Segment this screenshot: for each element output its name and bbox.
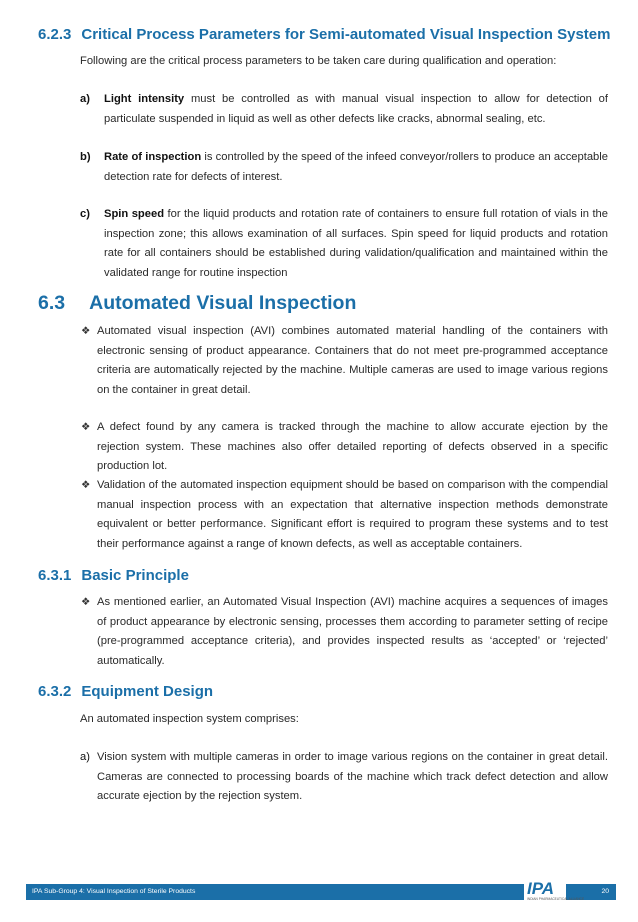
principle-bullet-1 [80,593,608,671]
item-keyword: Spin speed [104,208,165,220]
item-body [104,205,608,283]
diamond-bullet-icon: ❖ [81,596,91,608]
diamond-bullet-icon: ❖ [81,479,91,491]
section-6-3-heading [38,292,356,315]
diamond-bullet-icon: ❖ [81,325,91,337]
item-body [104,90,608,129]
bullet-text: A defect found by any camera is tracked through the machine to allow accurate ejection by the rejection system. These machines also offer detailed reporting of defects observed in a specific production lot. [97,421,608,472]
item-text: is controlled by the speed of the infeed conveyor/rollers to produce an acceptable detection rate for defects of interest. [104,151,608,183]
parameter-item-a [80,90,608,129]
logo-tagline: INDIAN PHARMACEUTICAL ALLIANCE [527,897,585,901]
section-title: Basic Principle [81,567,189,584]
section-6-3-1-heading [38,567,189,584]
diamond-bullet-icon: ❖ [81,421,91,433]
section-6-3-2-intro: An automated inspection system comprises: [80,713,299,725]
ipa-logo [524,878,585,904]
section-6-3-2-heading [38,683,213,700]
parameter-item-b [80,148,608,187]
item-text: must be controlled as with manual visual inspection to allow for detection of particulate suspended in liquid as well as other defects like cracks, abnormal sealing, etc. [104,93,608,125]
item-body [104,148,608,187]
avi-bullet-2 [80,418,608,477]
section-title: Automated Visual Inspection [89,292,357,314]
section-6-2-3-intro: Following are the critical process parameters to be taken care during qualification and operation: [80,55,557,67]
avi-bullet-1 [80,322,608,400]
item-marker: c) [80,208,90,220]
section-title: Critical Process Parameters for Semi-automated Visual Inspection System [81,26,611,43]
section-title: Equipment Design [81,683,214,700]
section-number: 6.3.1 [38,567,72,584]
bullet-text: As mentioned earlier, an Automated Visual Inspection (AVI) machine acquires a sequences of images of product appearance by electronic sensing, processes them according to parameter setting of recipe (pre-programmed acceptance criteria), and provides inspected results as ‘accepted’ or ‘rejected’ automatically. [97,596,608,667]
bullet-text: Automated visual inspection (AVI) combines automated material handling of the containers with electronic sensing of product appearance. Containers that do not meet pre-programmed acceptance criteria are automatically rejected by the machine. Multiple cameras are used to image various regions on the container in great detail. [97,325,608,396]
footer-text: IPA Sub-Group 4: Visual Inspection of Sterile Products [32,887,196,895]
item-text: for the liquid products and rotation rate of containers to ensure full rotation of vials in the inspection zone; this allows examination of all surfaces. Spin speed for liquid products and rotation rate for all containers should be established during validation/qualification and maintained within the validated range for routine inspection [104,208,608,279]
item-marker: b) [80,151,91,163]
item-text: Vision system with multiple cameras in order to image various regions on the container in great detail. Cameras are connected to processing boards of the machine which track defect detection and allow accurate ejection by the rejection system. [97,751,608,802]
section-number: 6.3 [38,292,66,314]
page-number: 20 [601,887,609,895]
section-6-2-3-heading [38,26,610,43]
section-number: 6.3.2 [38,683,72,700]
avi-bullet-3 [80,476,608,554]
item-marker: a) [80,751,90,763]
bullet-text: Validation of the automated inspection equipment should be based on comparison with the compendial manual inspection process with an expectation that alternative inspection methods demonstrate equivalent or better performance. Significant effort is required to program these systems and to test their performance against a range of known defects, as well as acceptable containers. [97,479,608,550]
design-item-a [80,748,608,807]
item-keyword: Rate of inspection [104,151,202,163]
item-keyword: Light intensity [104,93,185,105]
item-marker: a) [80,93,90,105]
logo-wordmark: IPA [527,879,555,898]
section-number: 6.2.3 [38,26,72,43]
parameter-item-c [80,205,608,283]
